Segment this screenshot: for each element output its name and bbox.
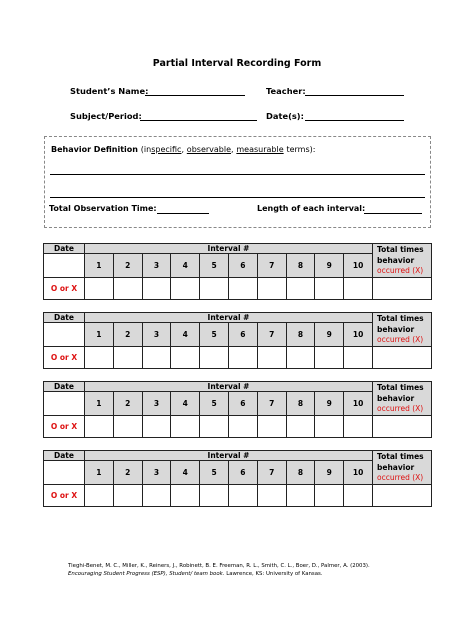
interval-cell-5[interactable] xyxy=(200,346,229,368)
interval-cell-8[interactable] xyxy=(286,346,315,368)
interval-header: Interval # xyxy=(85,382,373,392)
total-line-3: occurred (X) xyxy=(377,473,424,482)
total-line-2: behavior xyxy=(377,255,415,265)
interval-cell-3[interactable] xyxy=(142,484,171,506)
total-times-header xyxy=(373,382,432,416)
interval-number-2: 2 xyxy=(113,392,142,415)
date-cell[interactable] xyxy=(44,461,85,484)
interval-cell-4[interactable] xyxy=(171,415,200,437)
total-cell[interactable] xyxy=(373,415,432,437)
behavior-definition-title: Behavior Definition xyxy=(51,145,138,154)
interval-header: Interval # xyxy=(85,313,373,323)
interval-cell-2[interactable] xyxy=(113,346,142,368)
citation xyxy=(68,562,370,578)
interval-cell-7[interactable] xyxy=(257,277,286,299)
interval-number-8: 8 xyxy=(286,461,315,484)
total-cell[interactable] xyxy=(373,484,432,506)
interval-cell-4[interactable] xyxy=(171,277,200,299)
interval-number-3: 3 xyxy=(142,323,171,346)
date-cell[interactable] xyxy=(44,392,85,415)
total-times-header xyxy=(373,313,432,347)
interval-cell-1[interactable] xyxy=(85,415,114,437)
interval-cell-6[interactable] xyxy=(228,277,257,299)
total-cell[interactable] xyxy=(373,346,432,368)
interval-header: Interval # xyxy=(85,451,373,461)
interval-number-9: 9 xyxy=(315,461,344,484)
student-name-label: Student’s Name: xyxy=(70,86,149,96)
terms-text: terms): xyxy=(286,145,316,154)
interval-number-3: 3 xyxy=(142,392,171,415)
interval-number-4: 4 xyxy=(171,254,200,277)
recording-grid xyxy=(43,450,432,507)
specific-word: specific xyxy=(151,145,182,154)
interval-number-1: 1 xyxy=(85,461,114,484)
interval-number-7: 7 xyxy=(257,254,286,277)
citation-book-title: Encouraging Student Progress (ESP), Student/ team book. xyxy=(68,571,225,577)
date-header: Date xyxy=(44,313,85,323)
citation-publisher: Lawrence, KS: University of Kansas. xyxy=(224,571,323,577)
total-cell[interactable] xyxy=(373,277,432,299)
interval-number-10: 10 xyxy=(344,254,373,277)
form-title: Partial Interval Recording Form xyxy=(152,58,322,69)
total-line-2: behavior xyxy=(377,324,415,334)
total-line-1: Total times xyxy=(377,383,424,392)
date-cell[interactable] xyxy=(44,254,85,277)
interval-number-5: 5 xyxy=(200,323,229,346)
interval-number-6: 6 xyxy=(228,392,257,415)
interval-cell-1[interactable] xyxy=(85,346,114,368)
interval-number-9: 9 xyxy=(315,392,344,415)
interval-number-4: 4 xyxy=(171,392,200,415)
interval-cell-2[interactable] xyxy=(113,277,142,299)
interval-number-3: 3 xyxy=(142,254,171,277)
o-or-x-label: O or X xyxy=(44,415,85,437)
behavior-definition-box xyxy=(44,136,431,228)
teacher-line[interactable] xyxy=(305,95,404,96)
interval-cell-9[interactable] xyxy=(315,277,344,299)
interval-cell-3[interactable] xyxy=(142,277,171,299)
interval-number-10: 10 xyxy=(344,461,373,484)
student-name-line[interactable] xyxy=(145,95,245,96)
interval-number-4: 4 xyxy=(171,461,200,484)
citation-line-1: Tieghi-Benet, M. C., Miller, K., Reiners, J., Robinett, B. E. Freeman, R. L., Smith, C. L., Boer, D., Palmer, A. (2003). xyxy=(68,563,370,569)
interval-cell-6[interactable] xyxy=(228,346,257,368)
o-or-x-label: O or X xyxy=(44,346,85,368)
dates-label: Date(s): xyxy=(266,111,304,121)
interval-cell-1[interactable] xyxy=(85,484,114,506)
interval-number-5: 5 xyxy=(200,392,229,415)
interval-cell-3[interactable] xyxy=(142,415,171,437)
interval-number-10: 10 xyxy=(344,323,373,346)
interval-number-1: 1 xyxy=(85,323,114,346)
interval-cell-10[interactable] xyxy=(344,277,373,299)
comma-1: , xyxy=(181,145,184,154)
interval-number-5: 5 xyxy=(200,254,229,277)
interval-cell-9[interactable] xyxy=(315,484,344,506)
interval-cell-5[interactable] xyxy=(200,277,229,299)
teacher-label: Teacher: xyxy=(266,86,306,96)
interval-number-2: 2 xyxy=(113,461,142,484)
comma-2: , xyxy=(231,145,234,154)
interval-cell-4[interactable] xyxy=(171,484,200,506)
interval-number-2: 2 xyxy=(113,254,142,277)
total-observation-time-line[interactable] xyxy=(157,213,209,214)
interval-number-7: 7 xyxy=(257,323,286,346)
interval-number-6: 6 xyxy=(228,254,257,277)
interval-cell-8[interactable] xyxy=(286,277,315,299)
subject-period-line[interactable] xyxy=(140,120,257,121)
total-line-1: Total times xyxy=(377,245,424,254)
interval-cell-2[interactable] xyxy=(113,484,142,506)
definition-line-2[interactable] xyxy=(50,197,425,198)
observable-word: observable xyxy=(186,145,232,154)
total-line-3: occurred (X) xyxy=(377,404,424,413)
interval-length-line[interactable] xyxy=(364,213,422,214)
interval-number-7: 7 xyxy=(257,461,286,484)
interval-cell-9[interactable] xyxy=(315,415,344,437)
interval-cell-10[interactable] xyxy=(344,484,373,506)
date-header: Date xyxy=(44,244,85,254)
interval-number-8: 8 xyxy=(286,392,315,415)
total-line-3: occurred (X) xyxy=(377,335,424,344)
total-line-1: Total times xyxy=(377,314,424,323)
interval-number-2: 2 xyxy=(113,323,142,346)
total-line-3: occurred (X) xyxy=(377,266,424,275)
interval-cell-8[interactable] xyxy=(286,484,315,506)
interval-cell-5[interactable] xyxy=(200,415,229,437)
interval-cell-5[interactable] xyxy=(200,484,229,506)
dates-line[interactable] xyxy=(305,120,404,121)
interval-header: Interval # xyxy=(85,244,373,254)
definition-line-1[interactable] xyxy=(50,174,425,175)
total-times-header xyxy=(373,244,432,278)
interval-number-8: 8 xyxy=(286,254,315,277)
interval-cell-6[interactable] xyxy=(228,484,257,506)
in-text: (in xyxy=(140,145,152,154)
recording-grid xyxy=(43,381,432,438)
interval-cell-6[interactable] xyxy=(228,415,257,437)
interval-number-9: 9 xyxy=(315,254,344,277)
interval-number-4: 4 xyxy=(171,323,200,346)
interval-cell-7[interactable] xyxy=(257,415,286,437)
interval-number-3: 3 xyxy=(142,461,171,484)
date-header: Date xyxy=(44,382,85,392)
total-line-2: behavior xyxy=(377,462,415,472)
interval-cell-1[interactable] xyxy=(85,277,114,299)
interval-number-6: 6 xyxy=(228,461,257,484)
interval-cell-3[interactable] xyxy=(142,346,171,368)
interval-length-label: Length of each interval: xyxy=(257,204,366,213)
citation-line-2 xyxy=(68,570,370,578)
interval-number-8: 8 xyxy=(286,323,315,346)
total-line-2: behavior xyxy=(377,393,415,403)
interval-number-9: 9 xyxy=(315,323,344,346)
interval-number-1: 1 xyxy=(85,392,114,415)
interval-cell-2[interactable] xyxy=(113,415,142,437)
recording-grid xyxy=(43,243,432,300)
interval-cell-10[interactable] xyxy=(344,346,373,368)
interval-cell-9[interactable] xyxy=(315,346,344,368)
interval-cell-7[interactable] xyxy=(257,346,286,368)
interval-cell-4[interactable] xyxy=(171,346,200,368)
interval-cell-8[interactable] xyxy=(286,415,315,437)
date-header: Date xyxy=(44,451,85,461)
interval-number-6: 6 xyxy=(228,323,257,346)
interval-cell-10[interactable] xyxy=(344,415,373,437)
interval-number-7: 7 xyxy=(257,392,286,415)
subject-period-label: Subject/Period: xyxy=(70,111,142,121)
total-line-1: Total times xyxy=(377,452,424,461)
interval-number-1: 1 xyxy=(85,254,114,277)
interval-number-5: 5 xyxy=(200,461,229,484)
measurable-word: measurable xyxy=(236,145,284,154)
behavior-definition-heading xyxy=(51,145,315,154)
interval-number-10: 10 xyxy=(344,392,373,415)
interval-cell-7[interactable] xyxy=(257,484,286,506)
recording-grid xyxy=(43,312,432,369)
total-observation-time-label: Total Observation Time: xyxy=(49,204,157,213)
o-or-x-label: O or X xyxy=(44,484,85,506)
date-cell[interactable] xyxy=(44,323,85,346)
o-or-x-label: O or X xyxy=(44,277,85,299)
total-times-header xyxy=(373,451,432,485)
